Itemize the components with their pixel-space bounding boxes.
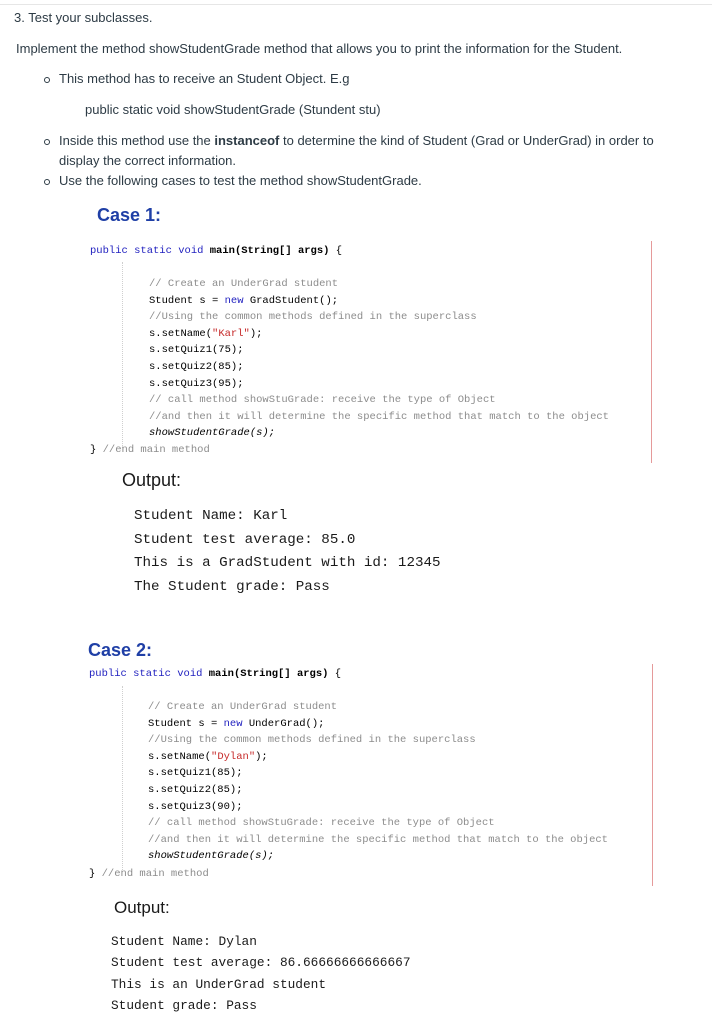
code-comment: // Create an UnderGrad student	[148, 701, 338, 713]
code-method-call: showStudentGrade(s);	[148, 850, 275, 863]
output-line: Student test average: 85.0	[134, 531, 356, 548]
code-setquiz2: s.setQuiz2(85);	[148, 783, 243, 796]
code-declaration: Student s = new UnderGrad();	[148, 717, 325, 730]
case1-output-title: Output:	[122, 470, 182, 490]
section-heading: 3. Test your subclasses.	[14, 10, 153, 25]
code-setname: s.setName("Karl");	[149, 327, 263, 340]
case2-end-main: } //end main method	[89, 868, 209, 880]
output-line: Student Name: Karl	[134, 508, 288, 524]
case2-margin-line	[652, 664, 653, 886]
case1-margin-line	[651, 241, 652, 463]
code-setquiz2: s.setQuiz2(85);	[149, 360, 244, 373]
case1-code-gutter	[122, 262, 123, 448]
output-line: Student test average: 86.66666666666667	[111, 955, 411, 971]
output-line: Student grade: Pass	[111, 997, 257, 1013]
bullet-marker	[44, 179, 50, 185]
intro-text: Implement the method showStudentGrade method that allows you to print the information for the Student.	[16, 41, 623, 56]
code-setname: s.setName("Dylan");	[148, 750, 268, 763]
bullet-marker	[44, 139, 50, 145]
code-setquiz3: s.setQuiz3(90);	[148, 800, 243, 813]
code-setquiz1: s.setQuiz1(85);	[148, 767, 243, 780]
output-line: The Student grade: Pass	[134, 578, 330, 595]
code-method-call: showStudentGrade(s);	[149, 427, 276, 440]
case1-end-main: } //end main method	[90, 444, 210, 456]
code-declaration: Student s = new GradStudent();	[149, 294, 339, 307]
case1-output-block	[134, 505, 441, 599]
top-divider	[0, 4, 712, 5]
case2-title: Case 2:	[88, 640, 153, 660]
method-signature: public static void showStudentGrade (Stundent stu)	[85, 102, 381, 117]
bullet-receive-object: This method has to receive an Student Object. E.g	[59, 71, 350, 86]
case2-output-title: Output:	[114, 898, 170, 917]
case2-code-body	[148, 699, 608, 865]
code-comment: // call method showStuGrade: receive the type of Object	[149, 394, 496, 407]
code-setquiz3: s.setQuiz3(95);	[149, 377, 244, 390]
case2-output-block	[111, 931, 411, 1016]
bullet-instanceof: Inside this method use the instanceof to determine the kind of Student (Grad or UnderGrad) in order to	[59, 133, 654, 148]
output-line: Student Name: Dylan	[111, 934, 257, 949]
output-line: This is a GradStudent with id: 12345	[134, 555, 441, 571]
bullet-marker	[44, 77, 50, 83]
case1-main-signature: public static void main(String[] args) {	[90, 245, 343, 257]
case1-title: Case 1:	[97, 205, 162, 225]
code-setquiz1: s.setQuiz1(75);	[149, 344, 244, 357]
code-comment: // Create an UnderGrad student	[149, 278, 339, 290]
bullet-test-cases: Use the following cases to test the method showStudentGrade.	[59, 173, 422, 188]
code-comment: //and then it will determine the specific method that match to the object	[149, 410, 609, 423]
code-comment: //and then it will determine the specific method that match to the object	[148, 833, 608, 846]
code-comment: //Using the common methods defined in the superclass	[149, 311, 477, 324]
case2-code-gutter	[122, 686, 123, 872]
output-line: This is an UnderGrad student	[111, 976, 327, 992]
case1-code-body	[149, 276, 609, 442]
instanceof-keyword: instanceof	[214, 133, 280, 148]
case2-main-signature: public static void main(String[] args) {	[89, 668, 342, 680]
code-comment: // call method showStuGrade: receive the type of Object	[148, 817, 495, 830]
bullet-instanceof-line2: display the correct information.	[59, 153, 237, 168]
code-comment: //Using the common methods defined in the superclass	[148, 734, 476, 747]
